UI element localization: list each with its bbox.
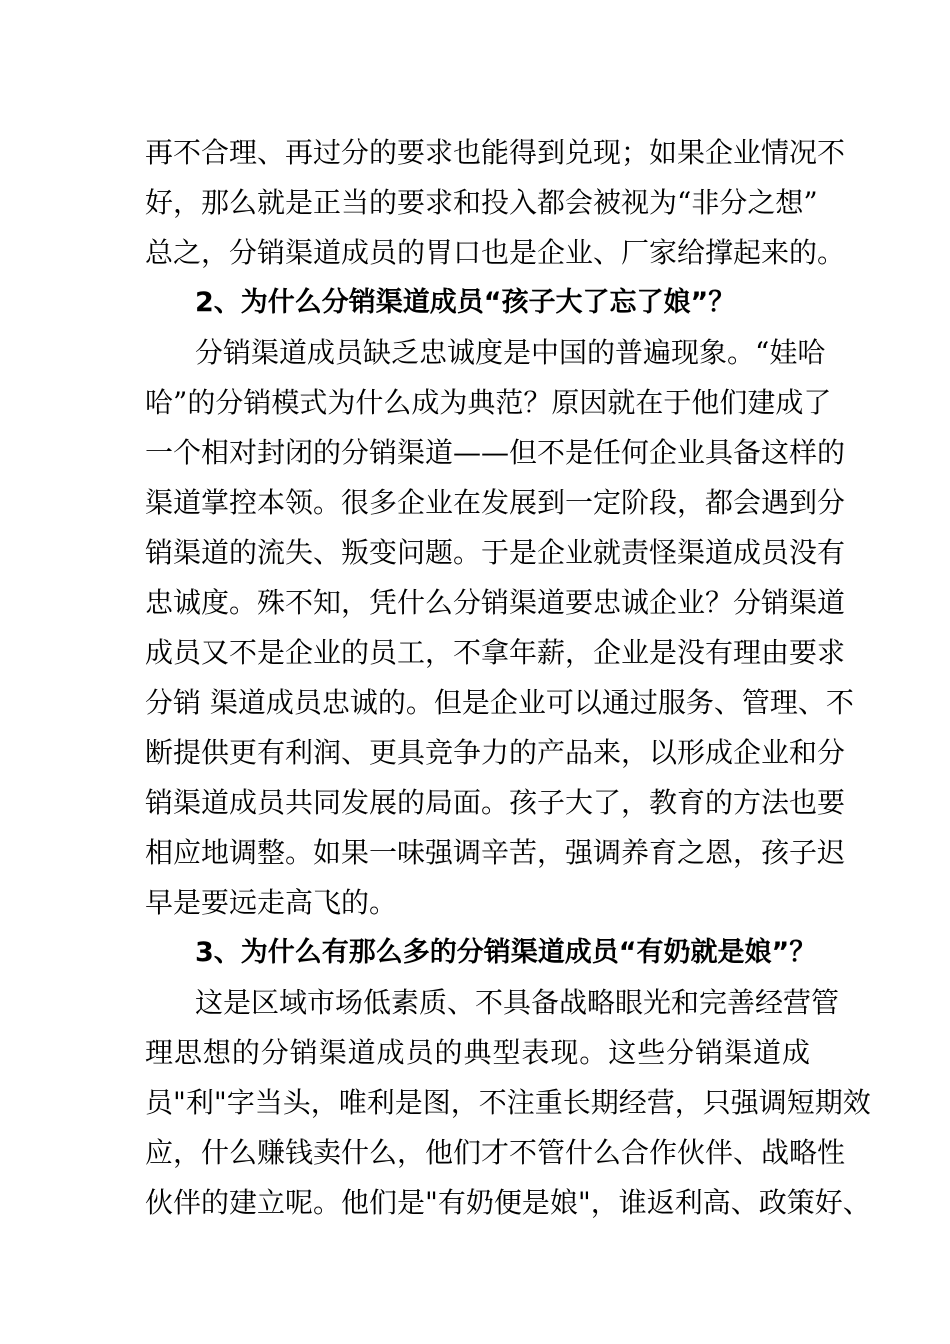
paragraph-line: 一个相对封闭的分销渠道——但不是任何企业具备这样的 bbox=[145, 436, 846, 469]
section-heading-3: 3、为什么有那么多的分销渠道成员“有奶就是娘”？ bbox=[195, 937, 817, 968]
paragraph-line: 渠道掌控本领。很多企业在发展到一定阶段，都会遇到分 bbox=[145, 486, 846, 519]
paragraph-line: 成员又不是企业的员工，不拿年薪，企业是没有理由要求 bbox=[145, 636, 846, 669]
paragraph-line: 相应地调整。如果一味强调辛苦，强调养育之恩，孩子迟 bbox=[145, 836, 846, 869]
paragraph-line: 断提供更有利润、更具竞争力的产品来，以形成企业和分 bbox=[145, 736, 846, 769]
paragraph-line: 分销 渠道成员忠诚的。但是企业可以通过服务、管理、不 bbox=[145, 686, 854, 719]
section-heading-2: 2、为什么分销渠道成员“孩子大了忘了娘”？ bbox=[195, 287, 736, 318]
paragraph-line: 员"利"字当头，唯利是图，不注重长期经营，只强调短期效 bbox=[145, 1086, 871, 1119]
paragraph-line: 好，那么就是正当的要求和投入都会被视为“非分之想” bbox=[145, 186, 818, 219]
paragraph-line: 忠诚度。殊不知，凭什么分销渠道要忠诚企业？分销渠道 bbox=[145, 586, 846, 619]
paragraph-line: 应，什么赚钱卖什么，他们才不管什么合作伙伴、战略性 bbox=[145, 1136, 846, 1169]
paragraph-line: 这是区域市场低素质、不具备战略眼光和完善经营管 bbox=[195, 986, 840, 1019]
paragraph-line: 总之，分销渠道成员的胃口也是企业、厂家给撑起来的。 bbox=[145, 236, 846, 269]
paragraph-line: 分销渠道成员缺乏忠诚度是中国的普遍现象。“娃哈 bbox=[195, 336, 826, 369]
paragraph-line: 再不合理、再过分的要求也能得到兑现；如果企业情况不 bbox=[145, 136, 846, 169]
paragraph-line: 理思想的分销渠道成员的典型表现。这些分销渠道成 bbox=[145, 1036, 810, 1069]
paragraph-line: 哈”的分销模式为什么成为典范？原因就在于他们建成了 bbox=[145, 386, 832, 419]
paragraph-line: 销渠道的流失、叛变问题。于是企业就责怪渠道成员没有 bbox=[145, 536, 846, 569]
paragraph-line: 销渠道成员共同发展的局面。孩子大了，教育的方法也要 bbox=[145, 786, 846, 819]
paragraph-line: 伙伴的建立呢。他们是"有奶便是娘"，谁返利高、政策好、 bbox=[145, 1186, 871, 1219]
paragraph-line: 早是要远走高飞的。 bbox=[145, 886, 398, 919]
